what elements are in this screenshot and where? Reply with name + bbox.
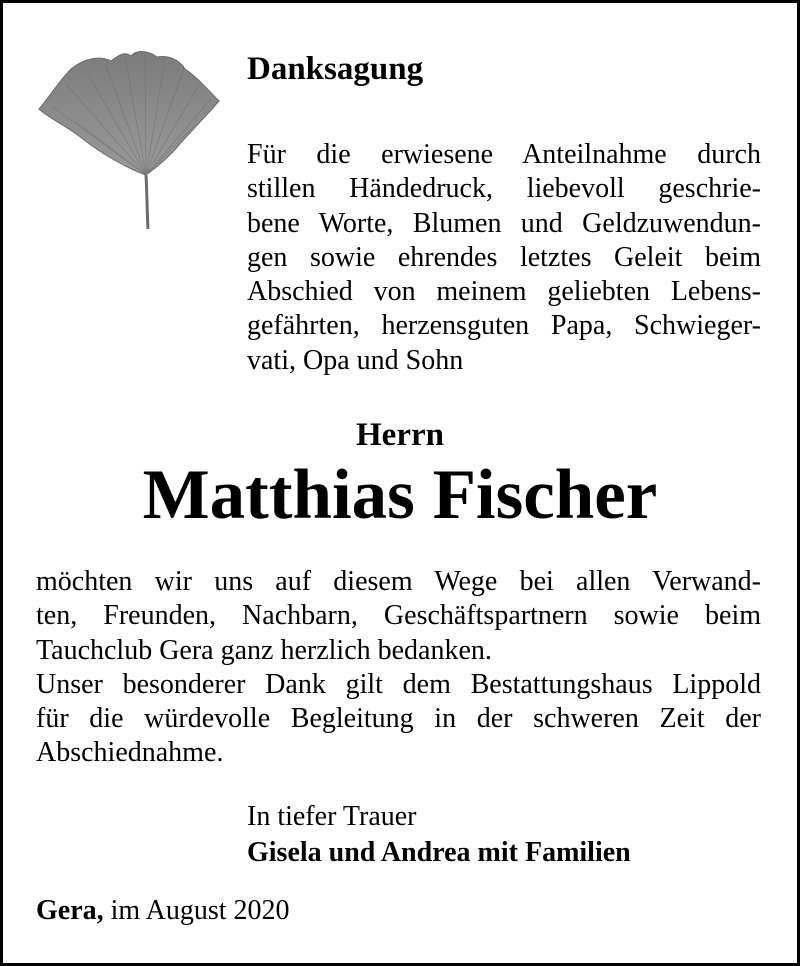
body-line: Unser besonderer Dank gilt dem Bestattungshaus Lippold — [36, 668, 761, 700]
intro-line: Für die erwiesene Anteilnahme durch — [247, 139, 761, 170]
intro-line: stillen Händedruck, liebevoll geschrie- — [247, 173, 761, 205]
body-line: möchten wir uns auf diesem Wege bei allen Verwand- — [36, 566, 761, 597]
intro-line: bene Worte, Blumen und Geldzuwendun- — [247, 207, 761, 239]
body-line: für die würdevolle Begleitung in der schweren Zeit der — [36, 703, 761, 735]
ginkgo-leaf-icon — [33, 47, 223, 233]
thanks-text — [36, 565, 761, 771]
deceased-name: Matthias Fischer — [142, 456, 658, 534]
intro-text — [247, 138, 761, 378]
salutation: Herrn — [356, 417, 444, 453]
place-date — [36, 893, 290, 929]
place: Gera, — [36, 895, 104, 926]
signature-block — [247, 799, 631, 871]
date: im August 2020 — [110, 895, 290, 926]
body-line: Abschiednahme. — [36, 737, 224, 769]
intro-line: gen sowie ehrendes letztes Geleit beim — [247, 241, 761, 273]
body-line: Tauchclub Gera ganz herzlich bedanken. — [36, 634, 492, 666]
intro-line: gefährten, herzensguten Papa, Schwieger- — [247, 310, 761, 342]
body-line: ten, Freunden, Nachbarn, Geschäftspartnern sowie beim — [36, 600, 761, 632]
closing: In tiefer Trauer — [247, 801, 417, 832]
heading: Danksagung — [247, 51, 424, 87]
signatories: Gisela und Andrea mit Familien — [247, 837, 631, 868]
intro-line: Abschied von meinem geliebten Lebens- — [247, 276, 761, 308]
intro-line: vati, Opa und Sohn — [247, 344, 464, 376]
